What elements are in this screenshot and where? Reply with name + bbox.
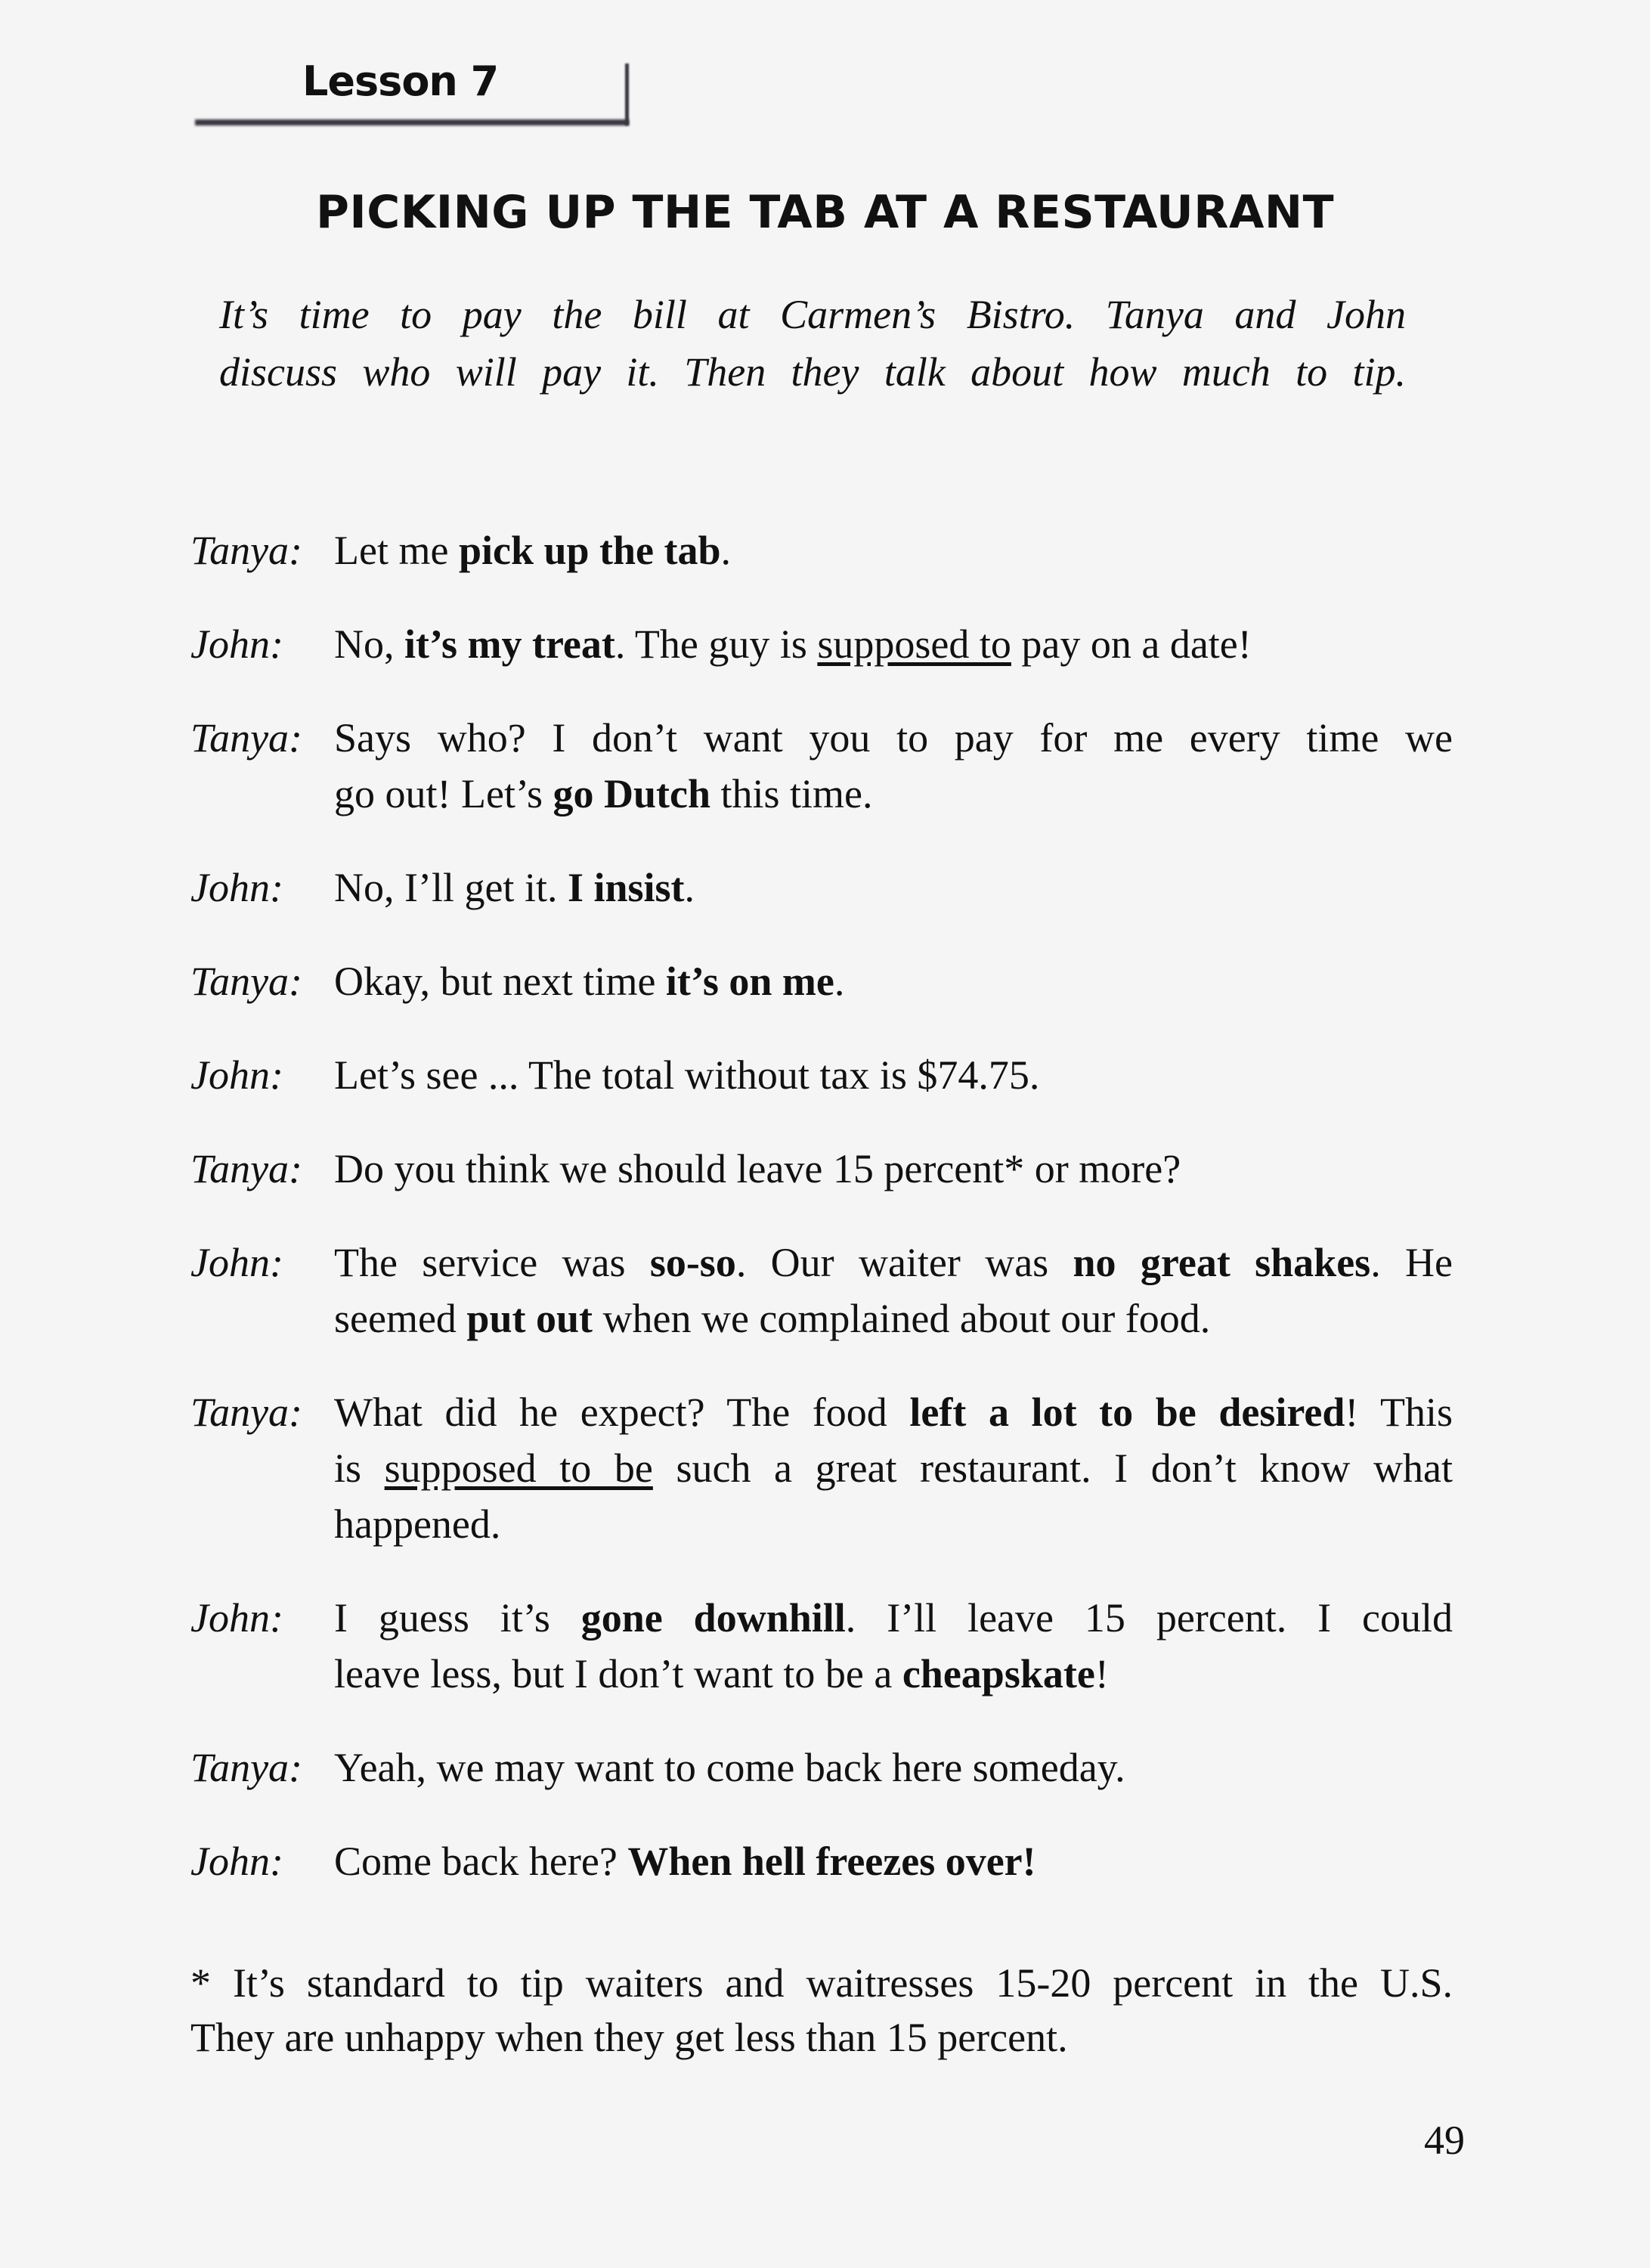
dialogue-line	[334, 1384, 1453, 1440]
text-segment: Come back here?	[334, 1839, 628, 1884]
idiom-phrase: it’s my treat	[404, 621, 615, 667]
dialogue-text	[334, 1833, 1453, 1889]
dialogue-text	[334, 710, 1453, 822]
dialogue-line	[334, 1141, 1453, 1197]
text-segment: .	[834, 959, 845, 1004]
dialogue-text	[334, 1740, 1453, 1796]
idiom-phrase: cheapskate	[902, 1651, 1095, 1696]
speaker-name: Tanya:	[190, 1745, 303, 1790]
text-segment: pay on a date!	[1011, 621, 1252, 667]
text-segment: Do you think we should leave 15 percent* or more?	[334, 1146, 1181, 1191]
idiom-phrase: so-so	[649, 1240, 736, 1285]
dialogue-text	[334, 1235, 1453, 1346]
speaker-name: John:	[190, 621, 283, 667]
idiom-phrase: it’s on me	[665, 959, 834, 1004]
dialogue-line	[334, 1833, 1453, 1889]
idiom-phrase: left a lot to be desired	[909, 1390, 1345, 1435]
dialogue-entry	[190, 710, 1453, 822]
dialogue-text	[334, 1047, 1453, 1103]
idiom-phrase: no great shakes	[1073, 1240, 1371, 1285]
dialogue-line	[334, 766, 1453, 822]
dialogue	[190, 522, 1453, 1927]
intro-line: discuss who will pay it. Then they talk about how much to tip.	[219, 349, 1406, 395]
dialogue-line	[334, 522, 1453, 578]
text-segment: . Our waiter was	[735, 1240, 1073, 1285]
page-title: PICKING UP THE TAB AT A RESTAURANT	[315, 186, 1335, 239]
text-segment: What did he expect? The food	[334, 1390, 910, 1435]
speaker-name: John:	[190, 1240, 283, 1285]
lesson-header	[195, 54, 629, 124]
page-number: 49	[1424, 2118, 1465, 2163]
dialogue-line	[334, 1590, 1453, 1646]
dialogue-entry	[190, 1047, 1453, 1103]
text-segment: leave less, but I don’t want to be a	[334, 1651, 902, 1696]
text-segment: No,	[334, 621, 404, 667]
dialogue-line	[334, 1740, 1453, 1796]
text-segment: Yeah, we may want to come back here someday.	[334, 1745, 1125, 1790]
dialogue-line	[334, 1047, 1453, 1103]
dialogue-entry	[190, 953, 1453, 1009]
text-segment: I guess it’s	[334, 1595, 581, 1641]
text-segment: such a great restaurant. I don’t know what	[652, 1445, 1453, 1491]
dialogue-entry	[190, 1235, 1453, 1346]
text-segment: !	[1094, 1651, 1109, 1696]
underlined-phrase: supposed to	[817, 621, 1011, 667]
dialogue-text	[334, 616, 1453, 672]
dialogue-line	[334, 1646, 1453, 1702]
dialogue-text	[334, 1141, 1453, 1197]
dialogue-line	[334, 1496, 1453, 1552]
dialogue-line	[334, 616, 1453, 672]
idiom-phrase: put out	[466, 1296, 593, 1341]
speaker-name: Tanya:	[190, 1390, 303, 1435]
speaker-name: John:	[190, 1839, 283, 1884]
text-segment: happened.	[334, 1501, 501, 1547]
dialogue-line	[334, 953, 1453, 1009]
text-segment: . The guy is	[614, 621, 818, 667]
speaker-name: John:	[190, 865, 283, 910]
footnote-line: They are unhappy when they get less than 15 percent.	[190, 2015, 1068, 2060]
footnote	[190, 1956, 1453, 2065]
dialogue-line	[334, 1290, 1453, 1346]
dialogue-line	[334, 1235, 1453, 1290]
dialogue-entry	[190, 1384, 1453, 1552]
intro-line: It’s time to pay the bill at Carmen’s Bistro. Tanya and John	[219, 292, 1406, 337]
text-segment: Let’s see ... The total without tax is $74.75.	[334, 1052, 1040, 1098]
idiom-phrase: gone downhill	[580, 1595, 846, 1641]
lesson-underline-divider	[195, 119, 629, 125]
footnote-line: * It’s standard to tip waiters and waitresses 15-20 percent in the U.S.	[190, 1960, 1453, 2006]
text-segment: . I’ll leave 15 percent. I could	[845, 1595, 1453, 1641]
text-segment: Okay, but next time	[334, 959, 666, 1004]
intro-paragraph	[219, 286, 1406, 401]
dialogue-entry	[190, 1833, 1453, 1889]
speaker-name: Tanya:	[190, 528, 303, 573]
dialogue-line	[334, 710, 1453, 766]
dialogue-entry	[190, 1141, 1453, 1197]
speaker-name: Tanya:	[190, 715, 303, 761]
speaker-name: John:	[190, 1595, 283, 1641]
dialogue-entry	[190, 1740, 1453, 1796]
dialogue-entry	[190, 860, 1453, 916]
idiom-phrase: pick up the tab	[458, 528, 721, 573]
text-segment: Says who? I don’t want you to pay for me every time we	[334, 715, 1453, 761]
text-segment: this time.	[710, 771, 873, 816]
text-segment: Let me	[334, 528, 459, 573]
dialogue-text	[334, 953, 1453, 1009]
dialogue-text	[334, 1384, 1453, 1552]
text-segment: seemed	[334, 1296, 467, 1341]
text-segment: No, I’ll get it.	[334, 865, 568, 910]
text-segment: ! This	[1345, 1390, 1453, 1435]
text-segment: when we complained about our food.	[592, 1296, 1211, 1341]
dialogue-entry	[190, 522, 1453, 578]
text-segment: . He	[1370, 1240, 1453, 1285]
text-segment: is	[334, 1445, 385, 1491]
text-segment: .	[720, 528, 732, 573]
dialogue-line	[334, 860, 1453, 916]
idiom-phrase: go Dutch	[553, 771, 710, 816]
text-segment: The service was	[334, 1240, 650, 1285]
dialogue-text	[334, 860, 1453, 916]
dialogue-text	[334, 1590, 1453, 1702]
lesson-vertical-rule	[625, 64, 629, 125]
idiom-phrase: When hell freezes over!	[627, 1839, 1036, 1884]
underlined-phrase: supposed to be	[384, 1445, 653, 1491]
dialogue-entry	[190, 616, 1453, 672]
text-segment: go out! Let’s	[334, 771, 553, 816]
text-segment: .	[684, 865, 695, 910]
dialogue-line	[334, 1440, 1453, 1496]
speaker-name: John:	[190, 1052, 283, 1098]
dialogue-text	[334, 522, 1453, 578]
lesson-label: Lesson 7	[302, 57, 499, 105]
idiom-phrase: I insist	[567, 865, 685, 910]
dialogue-entry	[190, 1590, 1453, 1702]
speaker-name: Tanya:	[190, 959, 303, 1004]
speaker-name: Tanya:	[190, 1146, 303, 1191]
